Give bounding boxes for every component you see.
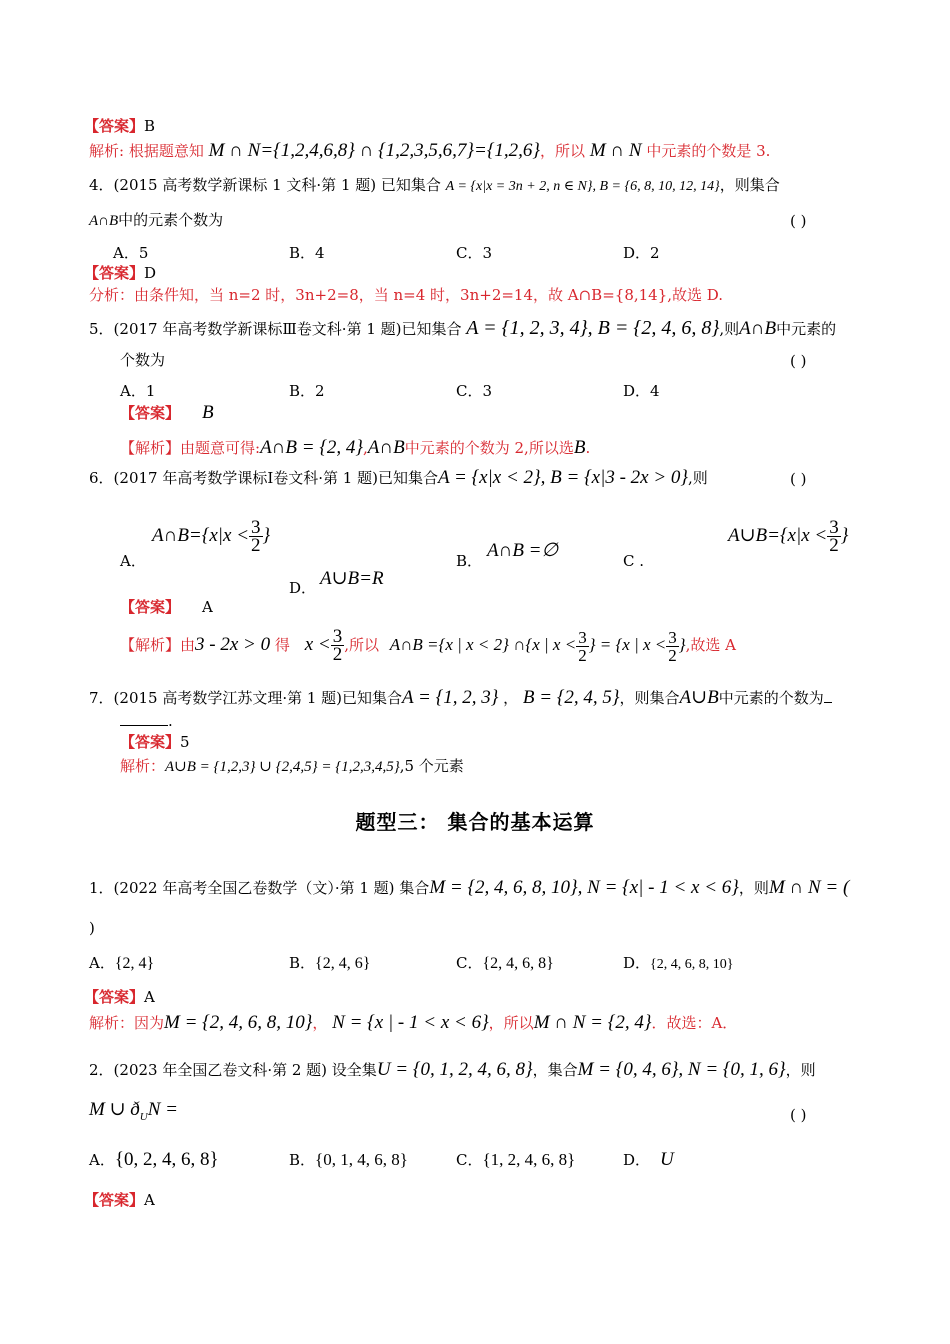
question-text: ，集合 bbox=[532, 1061, 578, 1079]
fraction-denominator: 2 bbox=[332, 644, 343, 666]
formula-part: A∩B ={x | x < 2} ∩ bbox=[389, 635, 526, 654]
question-7-stem bbox=[89, 688, 832, 708]
formula: A∪B bbox=[679, 687, 719, 708]
answer-tag: 【答案】 bbox=[84, 117, 145, 135]
question-5-line2: 个数为 bbox=[120, 351, 166, 369]
option-b: B．2 bbox=[289, 382, 325, 400]
section-title: 题型三： 集合的基本运算 bbox=[355, 810, 595, 834]
explanation-prefix: 解析：因为 bbox=[89, 1014, 165, 1032]
formula: U bbox=[660, 1149, 674, 1170]
option-a: A．5 bbox=[113, 244, 149, 262]
formula: {2, 4} bbox=[114, 955, 155, 972]
formula: A∩B ={x | x < 2} ∩{x | x < $\frac{3}{2}$ } = {x | x < $\frac{3}{2}$ } bbox=[389, 627, 686, 665]
formula: A∩B={x|x < bbox=[152, 525, 250, 546]
explanation-text: ，所以 bbox=[540, 142, 586, 160]
option-d bbox=[623, 953, 733, 975]
fraction-numerator: 3 bbox=[668, 627, 677, 647]
answer-paren: ( ) bbox=[790, 352, 807, 370]
answer-tag: 【答案】 bbox=[120, 598, 181, 616]
answer-tag: 【答案】 bbox=[84, 988, 145, 1006]
fraction bbox=[576, 629, 589, 664]
answer-block bbox=[84, 263, 156, 283]
question-text: ，则集合 bbox=[619, 689, 680, 707]
explanation-text: ．故选：A． bbox=[651, 1014, 738, 1032]
question-text: ,则 bbox=[688, 469, 708, 487]
question-text: ，则 bbox=[738, 879, 769, 897]
option-b-formula: A∩B =∅ bbox=[487, 540, 559, 561]
analysis-text: ,所以 bbox=[344, 636, 379, 654]
analysis-text: ,故选 A bbox=[685, 636, 736, 654]
analysis-text: 得 bbox=[274, 636, 290, 654]
section3-question-1-stem bbox=[89, 878, 849, 898]
formula: {2, 4, 6} bbox=[315, 955, 371, 972]
option-d-formula: A∪B=R bbox=[320, 568, 384, 589]
question-text: ,则 bbox=[719, 320, 740, 338]
analysis-line bbox=[120, 627, 736, 664]
answer-block bbox=[84, 116, 155, 136]
explanation-line bbox=[120, 756, 464, 777]
fraction-numerator: 3 bbox=[829, 517, 839, 539]
formula: {2, 4, 6, 8, 10} bbox=[650, 957, 734, 972]
formula: M ∩ N bbox=[589, 140, 642, 161]
formula: N = {x | - 1 < x < 6} bbox=[332, 1012, 489, 1033]
question-text: 7．(2015 高考数学江苏文理·第 1 题)已知集合 bbox=[89, 689, 403, 707]
fraction-numerator: 3 bbox=[332, 626, 343, 648]
explanation-text: ， bbox=[312, 1014, 328, 1032]
answer-value: B bbox=[144, 117, 156, 135]
option-b: B．4 bbox=[289, 244, 325, 262]
option-c bbox=[456, 1150, 575, 1170]
question-text: 中元素的个数为 bbox=[718, 689, 824, 707]
formula: A∩B bbox=[89, 213, 119, 229]
formula-part: x < bbox=[304, 634, 331, 655]
option-c bbox=[456, 953, 554, 974]
formula: M = {2, 4, 6, 8, 10} bbox=[164, 1012, 313, 1033]
section3-question-2-line2 bbox=[89, 1100, 178, 1127]
fraction bbox=[249, 517, 263, 557]
option-label: D． bbox=[623, 1151, 651, 1169]
question-text: 中的元素个数为 bbox=[118, 211, 224, 229]
answer-block bbox=[120, 597, 213, 617]
formula: {1, 2, 4, 6, 8} bbox=[482, 1150, 576, 1169]
formula: A∩B bbox=[367, 437, 405, 458]
fraction-denominator: 2 bbox=[668, 645, 677, 665]
fraction-denominator: 2 bbox=[578, 645, 587, 665]
option-label: D． bbox=[623, 954, 651, 972]
answer-block bbox=[84, 987, 155, 1007]
question-text: 4．(2015 高考数学新课标 1 文科·第 1 题) 已知集合 bbox=[89, 176, 441, 194]
analysis-text: . bbox=[585, 439, 591, 457]
analysis-line bbox=[120, 438, 590, 458]
formula: U = {0, 1, 2, 4, 6, 8} bbox=[376, 1059, 533, 1080]
formula: M ∩ N={1,2,4,6,8} ∩ {1,2,3,5,6,7}={1,2,6} bbox=[208, 140, 541, 161]
answer-tag: 【答案】 bbox=[84, 1191, 145, 1209]
answer-paren: ( ) bbox=[790, 470, 807, 488]
formula-part: {x | x < bbox=[525, 635, 577, 654]
section3-question-2-stem bbox=[89, 1060, 816, 1080]
analysis-line: 分析：由条件知，当 n=2 时，3n+2=8，当 n=4 时，3n+2=14，故 A∩B={8,14},故选 D. bbox=[89, 286, 724, 304]
answer-block bbox=[120, 403, 214, 423]
analysis-prefix: 【解析】由 bbox=[120, 636, 196, 654]
explanation-text: 中元素的个数是 3. bbox=[646, 142, 771, 160]
option-a bbox=[89, 953, 154, 974]
formula: M ∩ N = ( bbox=[768, 877, 850, 898]
formula: A∩B bbox=[739, 318, 777, 339]
option-label: C． bbox=[456, 954, 483, 972]
question-text: 1．(2022 年高考全国乙卷数学（文）·第 1 题) 集合 bbox=[89, 879, 430, 897]
answer-tag: 【答案】 bbox=[120, 404, 181, 422]
formula: A = {x|x = 3n + 2, n ∈ N}, B = {6, 8, 10, 12, 14} bbox=[445, 179, 720, 194]
formula: N = bbox=[147, 1099, 178, 1120]
formula: A∪B = {1,2,3} ∪ {2,4,5} = {1,2,3,4,5} bbox=[165, 759, 400, 775]
formula: {2, 4, 6, 8} bbox=[482, 955, 554, 972]
answer-value: A bbox=[144, 1191, 155, 1209]
answer-block bbox=[120, 732, 190, 752]
option-label: B． bbox=[289, 1151, 316, 1169]
question-6-stem bbox=[89, 468, 708, 488]
question-7-line2 bbox=[120, 711, 173, 731]
fraction bbox=[331, 626, 345, 666]
option-b-label: B． bbox=[456, 552, 483, 570]
fraction bbox=[827, 517, 841, 557]
option-label: C． bbox=[456, 1151, 483, 1169]
question-text: . bbox=[168, 712, 173, 730]
option-label: B． bbox=[289, 954, 316, 972]
question-text: 5．(2017 年高考数学新课标Ⅲ卷文科·第 1 题)已知集合 bbox=[89, 320, 462, 338]
fraction-numerator: 3 bbox=[578, 627, 587, 647]
answer-value: A bbox=[202, 598, 213, 616]
answer-blank bbox=[120, 725, 168, 726]
question-text: ，则 bbox=[785, 1061, 816, 1079]
option-d-label: D． bbox=[289, 579, 317, 597]
question-4-stem bbox=[89, 175, 780, 197]
formula: M = {2, 4, 6, 8, 10}, N = {x| - 1 < x < 6} bbox=[429, 877, 739, 898]
formula: A = {1, 2, 3} bbox=[402, 687, 499, 708]
formula: M = {0, 4, 6}, N = {0, 1, 6} bbox=[577, 1059, 786, 1080]
analysis-text: 中元素的个数为 2,所以选 bbox=[404, 439, 574, 457]
formula-subscript: U bbox=[139, 1110, 148, 1123]
question-text: 2．(2023 年全国乙卷文科·第 2 题) 设全集 bbox=[89, 1061, 377, 1079]
option-a: A．1 bbox=[120, 382, 156, 400]
formula: M ∩ N = {2, 4} bbox=[533, 1012, 652, 1033]
answer-value: B bbox=[202, 402, 214, 423]
option-c-label: C . bbox=[623, 552, 645, 570]
option-d: D．4 bbox=[623, 382, 660, 400]
answer-blank bbox=[824, 702, 832, 703]
explanation-prefix: 解析: 根据题意知 bbox=[89, 142, 204, 160]
explanation-line bbox=[89, 141, 770, 161]
option-a bbox=[89, 1150, 219, 1170]
formula: M ∪ ð bbox=[89, 1099, 140, 1120]
answer-paren: ( ) bbox=[790, 212, 807, 230]
option-c-formula: A∪B={x|x < $\frac{3}{2}$ } bbox=[728, 517, 849, 557]
option-c: C．3 bbox=[456, 244, 493, 262]
formula: {0, 2, 4, 6, 8} bbox=[114, 1149, 219, 1170]
formula: {0, 1, 4, 6, 8} bbox=[315, 1150, 408, 1169]
question-text: ，则集合 bbox=[719, 176, 780, 194]
formula: B bbox=[573, 437, 586, 458]
analysis-text: , bbox=[363, 439, 368, 457]
option-b bbox=[289, 1150, 408, 1170]
explanation-line bbox=[89, 1013, 737, 1033]
formula: A = {x|x < 2}, B = {x|3 - 2x > 0} bbox=[437, 467, 689, 488]
answer-tag: 【答案】 bbox=[84, 264, 145, 282]
option-a-label: A． bbox=[120, 552, 146, 570]
formula: A = {1, 2, 3, 4}, B = {2, 4, 6, 8} bbox=[466, 317, 720, 339]
answer-paren: ( ) bbox=[790, 1106, 807, 1124]
explanation-text: ,5 个元素 bbox=[399, 757, 464, 775]
section3-question-1-line2: ) bbox=[89, 919, 95, 937]
question-5-stem bbox=[89, 318, 836, 339]
fraction bbox=[666, 629, 679, 664]
formula: 3 - 2x > 0 bbox=[195, 634, 271, 655]
formula bbox=[304, 626, 345, 666]
answer-block bbox=[84, 1190, 155, 1210]
question-text: 中元素的 bbox=[776, 320, 837, 338]
explanation-prefix: 解析： bbox=[120, 757, 166, 775]
analysis-prefix: 【解析】由题意可得: bbox=[120, 439, 261, 457]
option-a-formula: A∩B={x|x < $\frac{3}{2}$ } bbox=[152, 517, 271, 557]
option-label: A． bbox=[89, 1151, 115, 1169]
fraction-denominator: 2 bbox=[829, 535, 839, 557]
explanation-text: ，所以 bbox=[488, 1014, 534, 1032]
fraction-denominator: 2 bbox=[251, 535, 261, 557]
question-text: ， bbox=[503, 689, 519, 707]
answer-value: 5 bbox=[180, 733, 190, 751]
question-text: 6．(2017 年高考数学课标Ⅰ卷文科·第 1 题)已知集合 bbox=[89, 469, 438, 487]
formula: A∩B = {2, 4} bbox=[260, 437, 364, 458]
formula: A∪B={x|x < bbox=[728, 525, 828, 546]
answer-tag: 【答案】 bbox=[120, 733, 181, 751]
formula-part: } = {x | x < bbox=[588, 635, 667, 654]
answer-value: D bbox=[144, 264, 157, 282]
option-d: D．2 bbox=[623, 244, 660, 262]
fraction-numerator: 3 bbox=[251, 517, 261, 539]
option-label: A． bbox=[89, 954, 115, 972]
option-b bbox=[289, 953, 370, 974]
formula: B = {2, 4, 5} bbox=[522, 687, 620, 708]
option-c: C．3 bbox=[456, 382, 493, 400]
answer-value: A bbox=[144, 988, 155, 1006]
question-4-line2 bbox=[89, 210, 223, 231]
option-d bbox=[623, 1150, 674, 1170]
